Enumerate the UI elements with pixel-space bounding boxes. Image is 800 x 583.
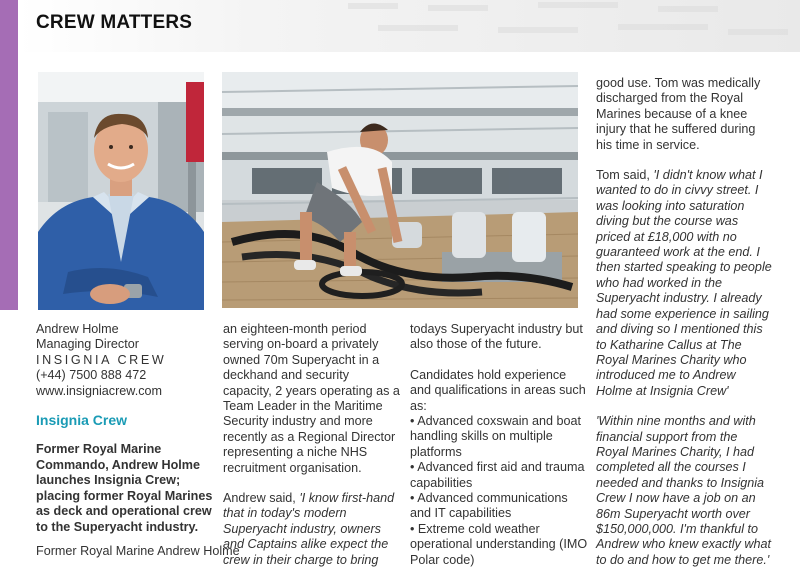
quote-text: 'I didn't know what I wanted to do in civvy street. I was looking into saturation diving but the course was priced at £18,000 with no guaranteed work at the end. I then started speaking to people who had worked in the Superyacht industry. I already had some experience in sailing and diving so I mentioned this to Katharine Callus at The Royal Marines Charity who introduced me to Andrew Holme at Insignia Crew' xyxy=(596,168,772,398)
contact-phone: (+44) 7500 888 472 xyxy=(36,368,147,383)
contact-role: Managing Director xyxy=(36,337,139,352)
contact-company: INSIGNIA CREW xyxy=(36,352,167,367)
contact-name: Andrew Holme xyxy=(36,322,119,336)
article-paragraph-quote xyxy=(596,168,772,399)
list-item: • Advanced communications and IT capabilities xyxy=(410,491,568,521)
article-paragraph-quote xyxy=(223,491,401,568)
section-title: CREW MATTERS xyxy=(36,12,193,33)
article-paragraph: Candidates hold experience and qualifications in areas such as: xyxy=(410,367,586,413)
column-heading: Insignia Crew xyxy=(36,412,128,428)
article-column-2 xyxy=(223,322,401,583)
article-paragraph: an eighteen-month period serving on-board a privately owned 70m Superyacht in a deckhand and security capacity, 2 years operating as a Team Leader in the Maritime Security industry and more recently as a Regional Director representing a niche NHS recruitment organisation. xyxy=(223,322,400,475)
yacht-deck-photo xyxy=(222,72,578,308)
qualification-list xyxy=(410,414,590,568)
quote-text: 'I know first-hand that in today's modern Superyacht industry, owners and Captains alike expect the crew in their charge to bring xyxy=(223,491,395,567)
article-paragraph-quote: 'Within nine months and with financial support from the Royal Marines Charity, I had completed all the courses I needed and thanks to Insignia Crew I now have a job on an 86m Superyacht worth over $150,000,000. I'm thankful to Andrew who knew exactly what to do and how to get me there.' xyxy=(596,414,771,567)
yacht-illustration xyxy=(222,72,578,308)
contact-website[interactable]: www.insigniacrew.com xyxy=(36,383,162,398)
list-item: • Advanced coxswain and boat handling skills on multiple platforms xyxy=(410,414,582,459)
quote-lead: Andrew said, xyxy=(223,491,300,506)
contact-block xyxy=(36,322,212,399)
article-column-3 xyxy=(410,322,590,568)
portrait-illustration xyxy=(38,72,204,310)
portrait-photo xyxy=(38,72,204,310)
quote-lead: Tom said, xyxy=(596,168,654,183)
list-item: • Extreme cold weather operational understanding (IMO Polar code) xyxy=(410,521,588,567)
intro-paragraph: Former Royal Marine Commando, Andrew Holme launches Insignia Crew; placing former Royal Marines as deck and operational crew to the Superyacht industry. xyxy=(36,442,213,534)
article-paragraph: todays Superyacht industry but also those of the future. xyxy=(410,322,583,352)
article-paragraph: good use. Tom was medically discharged from the Royal Marines because of a knee injury that he suffered during his time in service. xyxy=(596,76,761,152)
article-column-4 xyxy=(596,76,772,583)
section-color-tab xyxy=(0,0,18,310)
body-paragraph-start: Former Royal Marine Andrew Holme xyxy=(36,544,240,558)
list-item: • Advanced first aid and trauma capabilities xyxy=(410,460,585,490)
